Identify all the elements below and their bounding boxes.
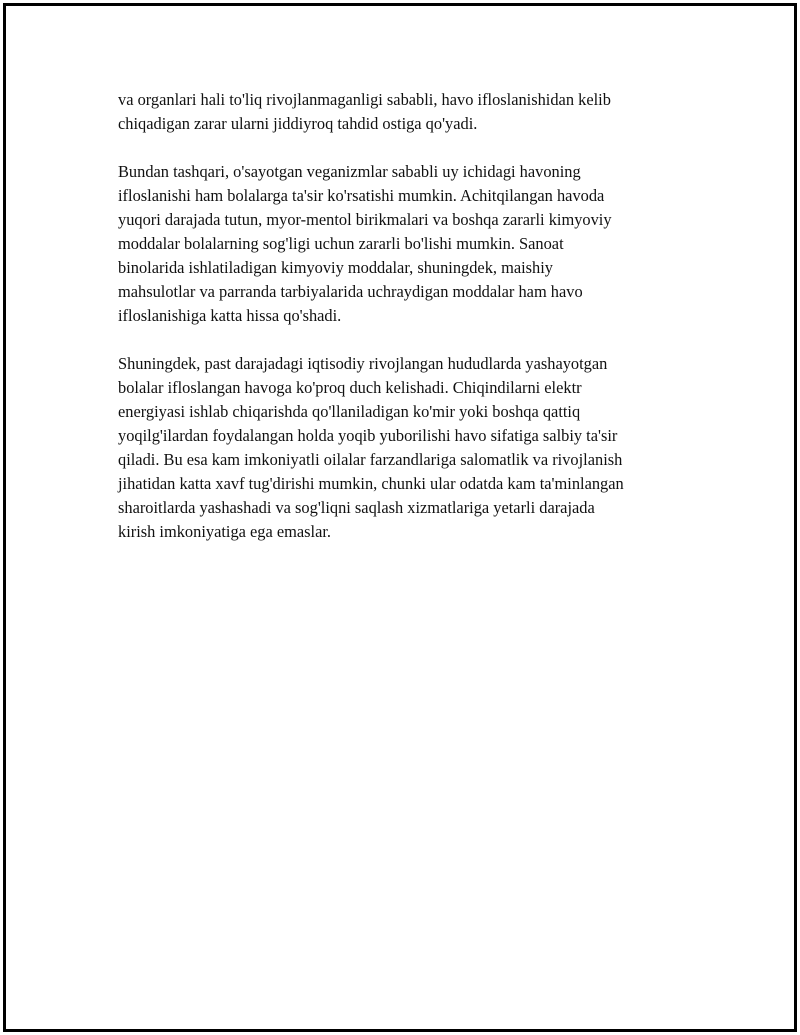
paragraph-1: va organlari hali to'liq rivojlanmaganligi sababli, havo ifloslanishidan kelib chiqadigan zarar ularni jiddiyroq tahdid ostiga qo'yadi. <box>118 90 611 133</box>
paragraph-2: Bundan tashqari, o'sayotgan veganizmlar sababli uy ichidagi havoning ifloslanishi ham bolalarga ta'sir ko'rsatishi mumkin. Achitqilangan havoda yuqori darajada tutun, myor-mentol birikmalari va boshqa zararli kimyoviy moddalar bolalarning sog'ligi uchun zararli bo'lishi mumkin. Sanoat binolarida ishlatiladigan kimyoviy moddalar, shuningdek, maishiy mahsulotlar va parranda tarbiyalarida uchraydigan moddalar ham havo ifloslanishiga katta hissa qo'shadi. <box>118 162 612 325</box>
document-body <box>118 88 698 568</box>
paragraph-3: Shuningdek, past darajadagi iqtisodiy rivojlangan hududlarda yashayotgan bolalar ifloslangan havoga ko'proq duch kelishadi. Chiqindilarni elektr energiyasi ishlab chiqarishda qo'llaniladigan ko'mir yoki boshqa qattiq yoqilg'ilardan foydalangan holda yoqib yuborilishi havo sifatiga salbiy ta'sir qiladi. Bu esa kam imkoniyatli oilalar farzandlariga salomatlik va rivojlanish jihatidan katta xavf tug'dirishi mumkin, chunki ular odatda kam ta'minlangan sharoitlarda yashashadi va sog'liqni saqlash xizmatlariga yetarli darajada kirish imkoniyatiga ega emaslar. <box>118 354 624 541</box>
